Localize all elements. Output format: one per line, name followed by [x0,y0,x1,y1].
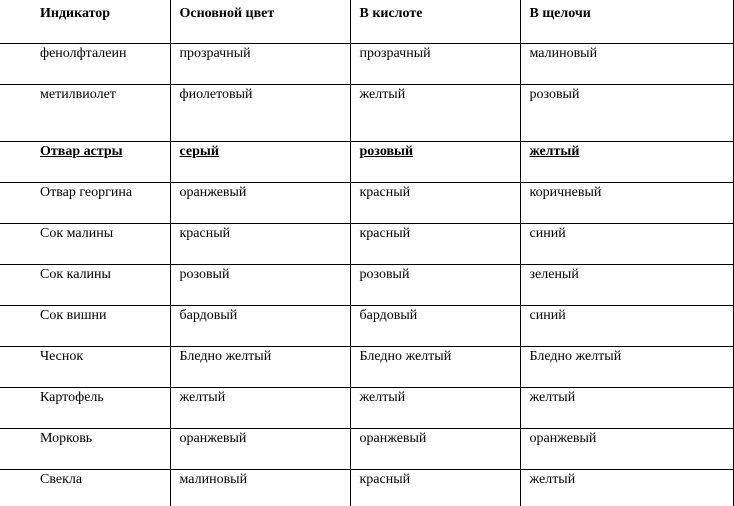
table-row [0,347,733,388]
cell-base-color: фиолетовый [170,85,350,142]
cell-in-acid: желтый [350,85,520,142]
header-in-alkali: В щелочи [520,0,733,44]
cell-indicator: метилвиолет [0,85,170,142]
cell-in-alkali: коричневый [520,183,733,224]
table-row [0,44,733,85]
header-in-acid: В кислоте [350,0,520,44]
header-indicator: Индикатор [0,0,170,44]
cell-in-alkali: оранжевый [520,429,733,470]
cell-base-color: Бледно желтый [170,347,350,388]
cell-in-alkali: розовый [520,85,733,142]
cell-in-acid: красный [350,470,520,506]
cell-base-color: оранжевый [170,429,350,470]
table-row [0,388,733,429]
cell-in-acid: красный [350,183,520,224]
table-row [0,183,733,224]
cell-in-alkali: желтый [520,388,733,429]
cell-in-acid: красный [350,224,520,265]
cell-in-alkali: зеленый [520,265,733,306]
cell-indicator: Сок вишни [0,306,170,347]
cell-in-alkali: синий [520,224,733,265]
cell-in-alkali: Бледно желтый [520,347,733,388]
table-row [0,224,733,265]
cell-in-acid: розовый [350,265,520,306]
cell-in-acid: розовый [350,142,520,183]
cell-indicator: Свекла [0,470,170,506]
header-base-color: Основной цвет [170,0,350,44]
cell-in-acid: бардовый [350,306,520,347]
cell-base-color: оранжевый [170,183,350,224]
cell-base-color: розовый [170,265,350,306]
cell-in-acid: прозрачный [350,44,520,85]
cell-in-alkali: малиновый [520,44,733,85]
cell-base-color: бардовый [170,306,350,347]
cell-in-alkali: желтый [520,142,733,183]
cell-indicator: Чеснок [0,347,170,388]
cell-base-color: малиновый [170,470,350,506]
cell-in-acid: оранжевый [350,429,520,470]
table-row [0,429,733,470]
cell-indicator: Сок калины [0,265,170,306]
cell-indicator: фенолфталеин [0,44,170,85]
cell-in-alkali: желтый [520,470,733,506]
cell-in-alkali: синий [520,306,733,347]
table-row [0,85,733,142]
cell-indicator: Сок малины [0,224,170,265]
cell-base-color: прозрачный [170,44,350,85]
cell-base-color: желтый [170,388,350,429]
cell-indicator: Отвар георгина [0,183,170,224]
table-header-row [0,0,733,44]
cell-in-acid: желтый [350,388,520,429]
table-row-highlighted [0,142,733,183]
cell-base-color: красный [170,224,350,265]
cell-indicator: Морковь [0,429,170,470]
cell-in-acid: Бледно желтый [350,347,520,388]
table-row [0,306,733,347]
cell-indicator: Картофель [0,388,170,429]
cell-base-color: серый [170,142,350,183]
table-row [0,265,733,306]
cell-indicator: Отвар астры [0,142,170,183]
